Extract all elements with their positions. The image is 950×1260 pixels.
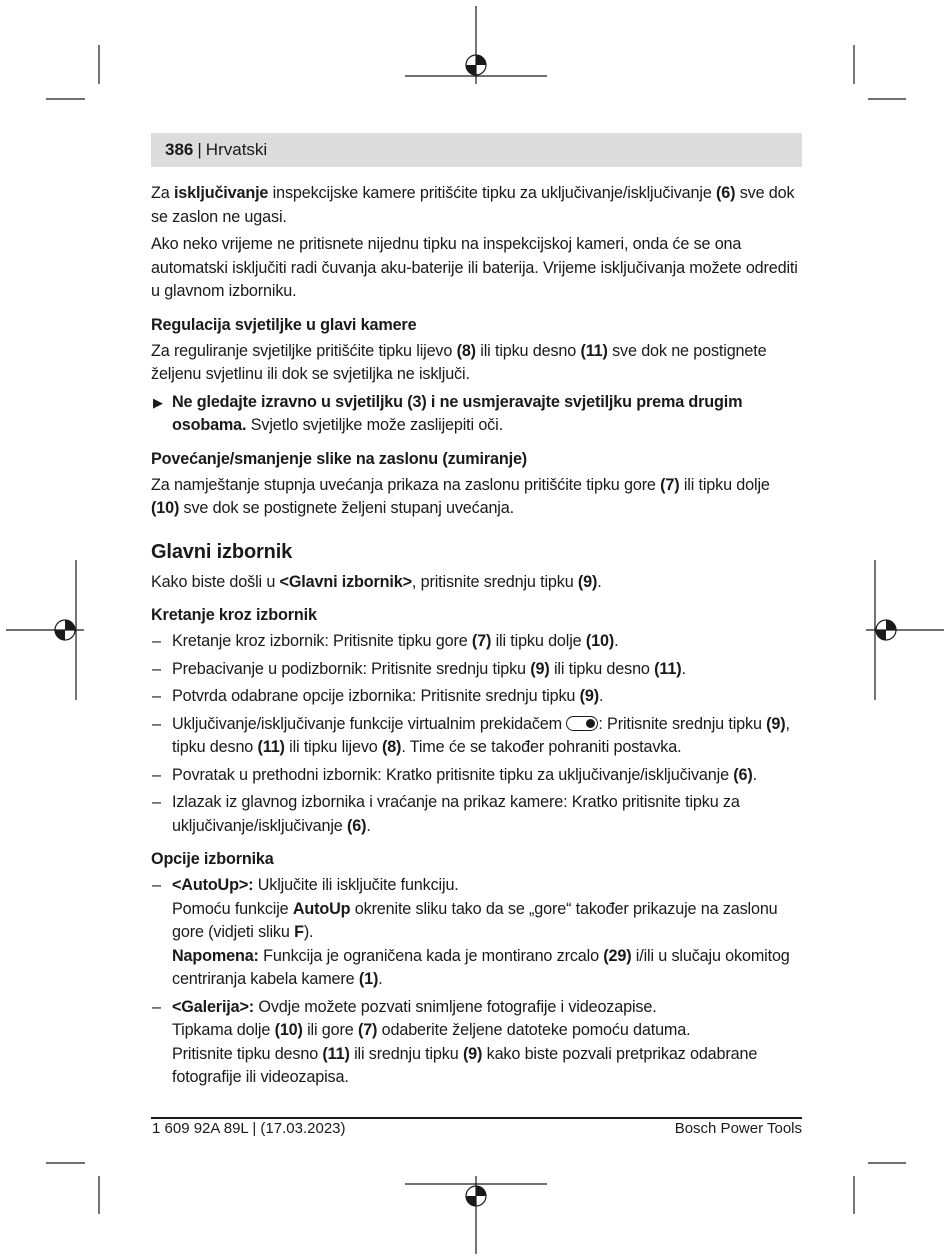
page-number: 386: [165, 140, 194, 159]
page-header: [151, 133, 802, 167]
list-item: – Kretanje kroz izbornik: Pritisnite tipku gore (7) ili tipku dolje (10).: [152, 632, 619, 650]
footer-brand: Bosch Power Tools: [674, 1120, 802, 1137]
list-item: – Potvrda odabrane opcije izbornika: Pritisnite srednju tipku (9).: [152, 687, 604, 705]
page-content: [151, 182, 802, 1094]
section-heading-light: Regulacija svjetiljke u glavi kamere: [151, 315, 417, 334]
list-item: – Povratak u prethodni izbornik: Kratko pritisnite tipku za uključivanje/isključivanje (6).: [152, 765, 757, 784]
section-heading-navigation: Kretanje kroz izbornik: [151, 606, 317, 624]
section-heading-options: Opcije izbornika: [151, 850, 274, 868]
page-header-text: [165, 133, 267, 167]
list-item-autoup: – <AutoUp>: Uključite ili isključite funkciju. Pomoću funkcije AutoUp okrenite sliku tako da se „gore“ također prikazuje na zaslonu gore (vidjeti sliku F). Napomena: Funkcija je ograničena kada je montirano zrcalo (29) i/ili u slučaju okomitog centriranja kabela kamere (1).: [152, 876, 790, 988]
light-paragraph: Za reguliranje svjetiljke pritišćite tipku lijevo (8) ili tipku desno (11) sve dok ne postignete željenu svjetlinu ili dok se svjetiljka ne isključi.: [151, 341, 767, 383]
list-item: – Izlazak iz glavnog izbornika i vraćanje na prikaz kamere: Kratko pritisnite tipku za uključivanje/isključivanje (6).: [152, 793, 740, 835]
list-item: – Prebacivanje u podizbornik: Pritisnite srednju tipku (9) ili tipku desno (11).: [152, 659, 686, 678]
list-item: – Uključivanje/isključivanje funkcije virtualnim prekidačem : Pritisnite srednju tipku (9), tipku desno (11) ili tipku lijevo (8). Time će se također pohraniti postavka.: [152, 714, 790, 756]
navigation-list: [151, 630, 802, 838]
zoom-paragraph: Za namještanje stupnja uvećanja prikaza na zaslonu pritišćite tipku gore (7) ili tipku dolje (10) sve dok se postignete željeni stupanj uvećanja.: [151, 475, 770, 517]
toggle-switch-icon: [566, 716, 598, 731]
options-list: [151, 874, 802, 1090]
safety-warning: ▶ Ne gledajte izravno u svjetiljku (3) i ne usmjeravajte svjetiljku prema drugim osobama. Svjetlo svjetiljke može zaslijepiti oči.: [153, 392, 743, 434]
header-language: Hrvatski: [205, 140, 268, 159]
list-item-gallery: – <Galerija>: Ovdje možete pozvati snimljene fotografije i videozapise. Tipkama dolje (10) ili gore (7) odaberite željene datoteke pomoću datuma. Pritisnite tipku desno (11) ili srednju tipku (9) kako biste pozvali pretprikaz odabrane fotografije ili videozapisa.: [152, 997, 758, 1086]
section-heading-zoom: Povećanje/smanjenje slike na zaslonu (zumiranje): [151, 449, 528, 468]
header-separator: |: [197, 140, 202, 159]
footer-divider: [151, 1117, 802, 1119]
main-menu-paragraph: Kako biste došli u <Glavni izbornik>, pritisnite srednju tipku (9).: [151, 572, 602, 591]
intro-paragraph-2: Ako neko vrijeme ne pritisnete nijednu tipku na inspekcijskoj kameri, onda će se ona automatski isključiti radi čuvanja aku-baterije ili baterija. Vrijeme isključivanja možete odrediti u glavnom izborniku.: [151, 235, 798, 300]
intro-paragraph-1: Za isključivanje inspekcijske kamere pritišćite tipku za uključivanje/isključivanje (6) sve dok se zaslon ne ugasi.: [151, 184, 795, 226]
section-heading-main-menu: Glavni izbornik: [151, 540, 293, 563]
warning-arrow-icon: ▶: [153, 394, 163, 410]
footer-document-id: 1 609 92A 89L | (17.03.2023): [152, 1120, 346, 1137]
